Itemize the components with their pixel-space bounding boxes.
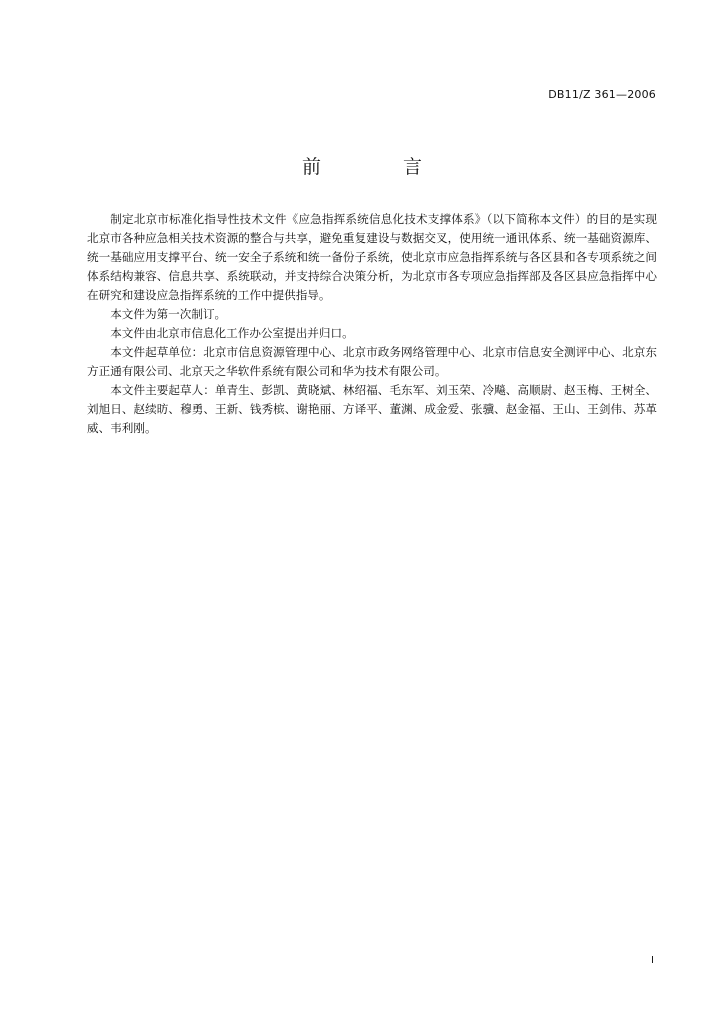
page-title: 前 言 — [301, 156, 461, 178]
paragraph-drafters: 本文件主要起草人：单青生、彭凯、黄晓斌、林绍福、毛东军、刘玉荣、冷飚、高顺尉、赵玉梅、王树全、刘旭日、赵续昉、穆勇、王新、钱秀槟、谢艳丽、方译平、董渊、成金爱、张骥、赵金福、王山、王剑伟、苏革威、韦利刚。 — [87, 383, 657, 435]
standard-code: DB11/Z 361—2006 — [548, 88, 656, 101]
paragraph-proposer: 本文件由北京市信息化工作办公室提出并归口。 — [110, 326, 354, 340]
paragraph-first-edition: 本文件为第一次制订。 — [110, 307, 227, 321]
preface-body — [87, 210, 657, 438]
paragraph-drafting-units: 本文件起草单位：北京市信息资源管理中心、北京市政务网络管理中心、北京市信息安全测评中心、北京东方正通有限公司、北京天之华软件系统有限公司和华为技术有限公司。 — [87, 345, 657, 378]
page-number: I — [651, 955, 654, 966]
paragraph-purpose: 制定北京市标准化指导性技术文件《应急指挥系统信息化技术支撑体系》（以下简称本文件）的目的是实现北京市各种应急相关技术资源的整合与共享，避免重复建设与数据交叉，使用统一通讯体系、统一基础资源库、统一基础应用支撑平台、统一安全子系统和统一备份子系统，使北京市应急指挥系统与各区县和各专项系统之间体系结构兼容、信息共享、系统联动，并支持综合决策分析，为北京市各专项应急指挥部及各区县应急指挥中心在研究和建设应急指挥系统的工作中提供指导。 — [87, 212, 657, 302]
